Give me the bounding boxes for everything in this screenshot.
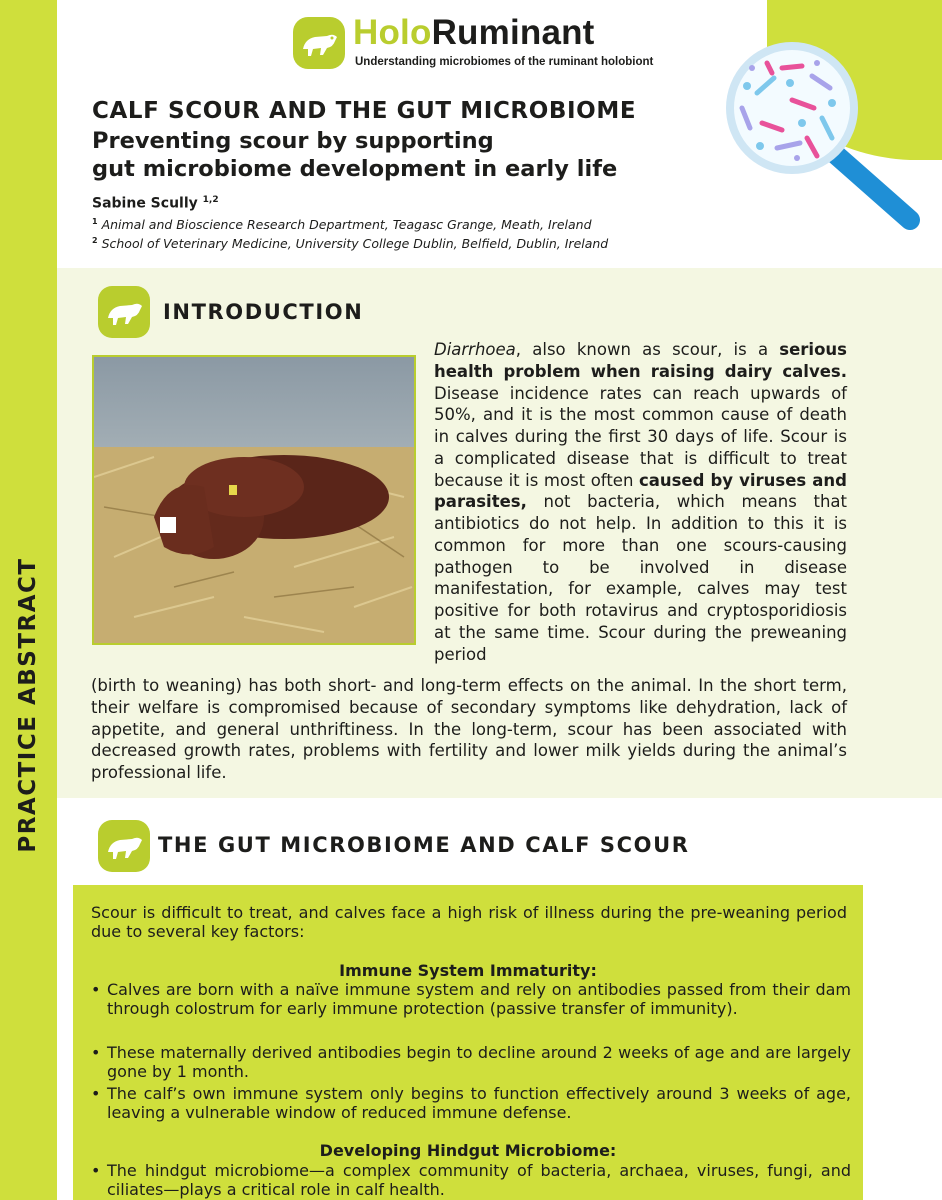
logo-tagline: Understanding microbiomes of the ruminant holobiont [355, 56, 654, 68]
intro-paragraph-2: (birth to weaning) has both short- and long-term effects on the animal. In the short term, their welfare is compromised because of secondary symptoms like dehydration, lack of appetite, and general unthriftiness. In the long-term, scour has been associated with decreased growth rates, problems with fertility and lower milk yields during the animal’s professional life. [91, 676, 847, 782]
key-factors-lead: Scour is difficult to treat, and calves face a high risk of illness during the pre-weaning period due to several key factors: [91, 903, 847, 941]
list-item: • The hindgut microbiome—a complex community of bacteria, archaea, viruses, fungi, and ciliates—plays a critical role in calf health. [91, 1162, 851, 1199]
practice-abstract-label: PRACTICE ABSTRACT [15, 557, 41, 853]
immune-heading: Immune System Immaturity: [339, 961, 597, 980]
cow-logo-icon [293, 17, 345, 69]
sidebar [0, 0, 57, 1200]
list-item: • Calves are born with a naïve immune system and rely on antibodies passed from their dam through colostrum for early immune protection (passive transfer of immunity). [91, 981, 851, 1018]
magnifier-bacteria-icon [722, 38, 922, 233]
key-factors-box [73, 885, 863, 1200]
holoruminant-logo [293, 13, 654, 75]
list-item: • These maternally derived antibodies begin to decline around 2 weeks of age and are largely gone by 1 month. [91, 1044, 851, 1081]
affiliation-2: $^2$ School of Veterinary Medicine, University College Dublin, Belfield, Dublin, Ireland [92, 236, 609, 252]
logo-wordmark: HoloRuminant [353, 13, 595, 52]
introduction-heading: INTRODUCTION [163, 300, 364, 324]
cow-section-icon [98, 286, 150, 338]
cow-section-icon-2 [98, 820, 150, 872]
page-title: CALF SCOUR AND THE GUT MICROBIOME [92, 98, 637, 124]
calf-in-straw-photo [92, 355, 416, 645]
list-item: • The calf’s own immune system only begins to function effectively around 3 weeks of age, leaving a vulnerable window of reduced immune defense. [91, 1085, 851, 1122]
hindgut-heading: Developing Hindgut Microbiome: [319, 1141, 617, 1160]
page-subtitle: Preventing scour by supporting gut microbiome development in early life [92, 128, 618, 182]
author: Sabine Scully $^{1,2}$ [92, 195, 219, 212]
affiliation-1: $^1$ Animal and Bioscience Research Department, Teagasc Grange, Meath, Ireland [92, 217, 592, 233]
intro-paragraph-1: Diarrhoea, also known as scour, is a serious health problem when raising dairy calves. Disease incidence rates can reach upwards of 50%, and it is the most common cause of death in calves during the first 30 days of life. Scour is a complicated disease that is difficult to treat because it is most often caused by viruses and parasites, not bacteria, which means that antibiotics do not help. In addition to this it is common for more than one scours-causing pathogen to be involved in disease manifestation, for example, calves may test positive for both rotavirus and cryptosporidiosis at the same time. Scour during the preweaning period [434, 340, 847, 664]
gut-microbiome-heading: THE GUT MICROBIOME AND CALF SCOUR [158, 833, 690, 857]
